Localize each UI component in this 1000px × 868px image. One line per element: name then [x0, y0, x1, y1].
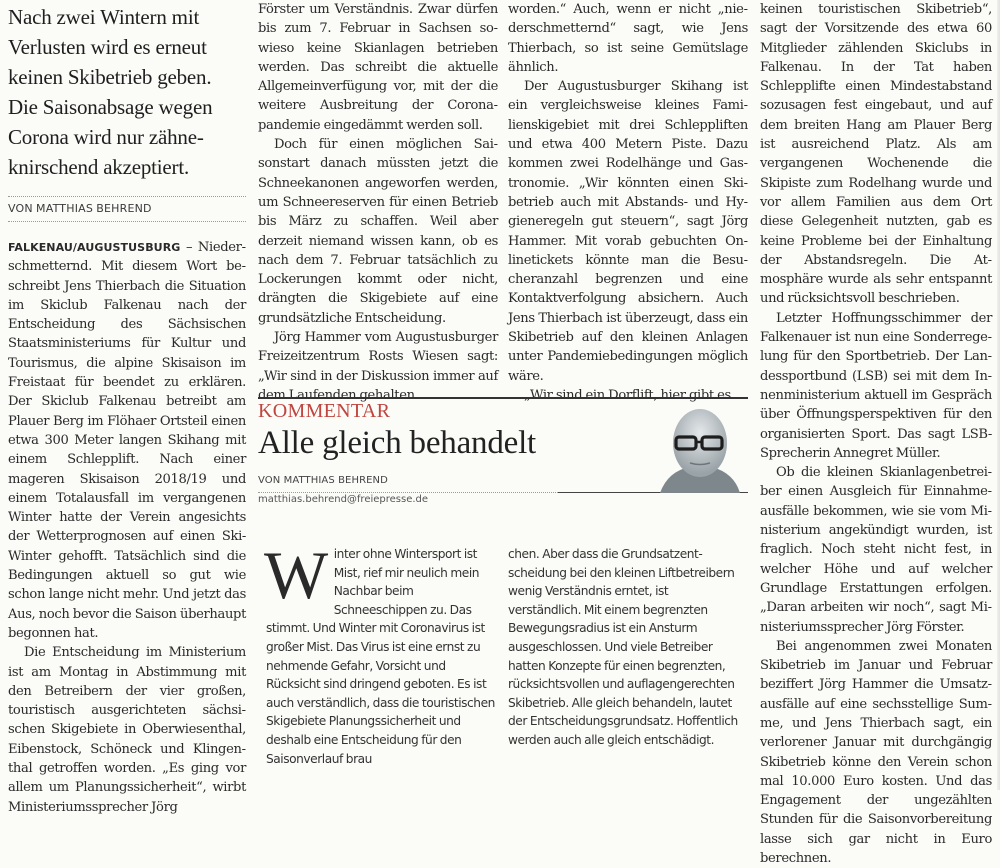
article-column-3	[508, 0, 748, 405]
article-paragraph: Jörg Hammer vom Augustusburger Freizeitzentrum Rosts Wiesen sagt: „Wir sind in der Diskussion immer auf dem Laufenden gehalten	[258, 330, 498, 403]
kommentar-column-1: Winter ohne Wintersport ist Mist, rief mir neulich mein Nachbar beim Schneeschippen zu. Das stimmt. Und Winter mit Coronavirus ist großer Mist. Das Virus ist eine ernst zu nehmende Gefahr, Vorsicht und Rücksicht sind dringend geboten. Es ist auch verständlich, dass die touristischen Skigebiete Planungssicherheit und deshalb eine Entscheidung für den Saisonverlauf brau	[264, 537, 495, 766]
author-email-link[interactable]: matthias.behrend@freiepresse.de	[258, 494, 429, 505]
kommentar-title: Alle gleich behandelt	[258, 425, 537, 461]
divider	[258, 492, 558, 493]
article-paragraph: worden.“ Auch, wenn er nicht „niederschmetternd“ sagt, wie Jens Thierbach, so ist seine Gemütslage ähnlich.	[508, 2, 748, 75]
article-column-1	[8, 0, 246, 817]
article-paragraph: Bei angenommen zwei Monaten Skibetrieb im Januar und Februar beziffert Jörg Hammer die Umsatzausfälle auf eine sechsstellige Summe, und Jens Thierbach sagt, ein verlorener Januar mit durchgängig Skibetrieb könne den Verein schon mal 10.000 Euro kosten. Und das Engagement der ungezählten Stunden für die Saisonvorbereitung lasse sich gar nicht in Euro berechnen.	[760, 638, 992, 867]
article-column-2	[258, 0, 498, 405]
article-dateline: FALKENAU/AUGUSTUSBURG	[8, 241, 181, 254]
article-paragraph: keinen touristischen Skibetrieb“, sagt der Vorsitzende des etwa 60 Mitglieder zählenden Skiclubs in Falkenau. In der Tat haben Schlepplifte einen Mindestabstand sozusagen fest eingebaut, und auf dem breiten Hang am Plauer Berg ist ausreichend Platz. Als am vergangenen Wochenende die Skipiste zum Rodelhang wurde und vor allem Familien aus dem Ort diese Gelegenheit nutzten, gab es keine Probleme bei der Einhaltung der Abstandsregeln. Die Atmosphäre wurde als sehr entspannt und rücksichtsvoll beschrieben.	[760, 2, 992, 307]
article-teaser: Nach zwei Wintern mit Verlusten wird es erneut keinen Skibetrieb geben. Die Saisonabsage wegen Corona wird nur zähne-knirschend akzeptiert.	[8, 5, 213, 179]
kommentar-column-2: chen. Aber dass die Grundsatzentscheidung bei den kleinen Liftbetreibern wenig Verständnis erntet, ist verständlich. Mit einem begrenzten Bewegungsradius ist ein Ansturm ausgeschlossen. Und viele Betreiber hatten Konzepte für einen begrenzten, rücksichtsvollen und auflagengerechten Skibetrieb. Alle gleich behandeln, lautet der Entscheidungsgrundsatz. Hoffentlich werden auch alle gleich entschädigt.	[508, 547, 738, 747]
article-paragraph: Die Entscheidung im Ministerium ist am Montag in Abstimmung mit den Betreibern der vier großen, touristisch ausgerichteten sächsischen Skigebiete in Oberwiesenthal, Eibenstock, Schöneck und Klingenthal getroffen worden. „Es ging vor allem um Planungssicherheit“, wirbt Ministeriumssprecher Jörg	[8, 645, 246, 815]
author-portrait	[650, 405, 740, 493]
kommentar-box	[258, 385, 748, 790]
kommentar-byline: VON MATTHIAS BEHREND	[258, 475, 388, 486]
article-paragraph: FALKENAU/AUGUSTUSBURG – Niederschmetternd. Mit diesem Wort beschreibt Jens Thierbach die Situation im Skiclub Falkenau nach der Entscheidung des Sächsischen Staatsministeriums für Kultur und Tourismus, die alpine Skisaison im Freistaat für beendet zu erklären. Der Skiclub Falkenau betreibt am Plauer Berg im Flöhaer Ortsteil einen etwa 300 Meter langen Skihang mit einem Schlepplift. Nach einer mageren Skisaison 2018/19 und einem Totalausfall im vergangenen Winter hatte der Verein angesichts der Wetterprognosen auf einen Ski-Winter gehofft. Tatsächlich sind die Bedingungen aktuell so gut wie schon lange nicht mehr. Und jetzt das Aus, noch bevor die Saison überhaupt begonnen hat.	[8, 240, 246, 641]
article-paragraph: Förster um Verständnis. Zwar dürfen bis zum 7. Februar in Sachsen sowieso keine Skianlagen betrieben werden. Das schreibt die aktuelle Allgemeinverfügung vor, mit der die weitere Ausbreitung der Coronapandemie eingedämmt werden soll.	[258, 2, 498, 133]
article-byline: VON MATTHIAS BEHREND	[8, 202, 152, 215]
dropcap: W	[264, 537, 328, 613]
kommentar-top-rule	[258, 397, 748, 399]
article-paragraph: Der Augustusburger Skihang ist ein vergleichsweise kleines Familienskigebiet mit drei Schleppliften und etwa 400 Metern Piste. Dazu kommen zwei Rodelhänge und Gastronomie. „Wir könnten einen Skibetrieb auch mit Abstands- und Hygieneregeln gut steuern“, sagt Jörg Hammer. Mit vorab gebuchten Onlinetickets könnte man die Besucheranzahl begrenzen und eine Kontaktverfolgung absichern. Auch Jens Thierbach ist überzeugt, dass ein Skibetrieb auf den kleinen Anlagen unter Pandemiebedingungen möglich wäre.	[508, 79, 748, 384]
article-paragraph: Ob die kleinen Skianlagenbetreiber einen Ausgleich für Einnahmeausfälle bekommen, wie sie vom Ministerium angekündigt wurden, ist fraglich. Noch steht nicht fest, in welcher Höhe und auf welcher Grundlage Erstattungen erfolgen. „Daran arbeiten wir noch“, sagt Ministeriumssprecher Jörg Förster.	[760, 465, 992, 635]
article-paragraph: „Wir sind ein Dorflift, hier gibt es	[524, 387, 731, 403]
kommentar-label: KOMMENTAR	[258, 400, 391, 422]
portrait-icon	[650, 405, 740, 493]
article-paragraph: Letzter Hoffnungsschimmer der Falkenauer ist nun eine Sonderregelung für den Sportbetrieb. Der Landessportbund (LSB) sei mit dem Innenministerium aktuell im Gespräch über Öffnungsperspektiven für den organisierten Sport. Das sagt LSB-Sprecherin Annegret Müller.	[760, 310, 992, 461]
article-column-4	[760, 0, 992, 868]
article-paragraph: Doch für einen möglichen Saisonstart danach müssten jetzt die Schneekanonen angeworfen werden, um Schneereserven für einen Betrieb bis März zu schaffen. Weil aber derzeit niemand wissen kann, ob es nach dem 7. Februar tatsächlich zu Lockerungen kommt oder nicht, drängten die Skigebiete auf eine grundsätzliche Entscheidung.	[258, 137, 498, 326]
